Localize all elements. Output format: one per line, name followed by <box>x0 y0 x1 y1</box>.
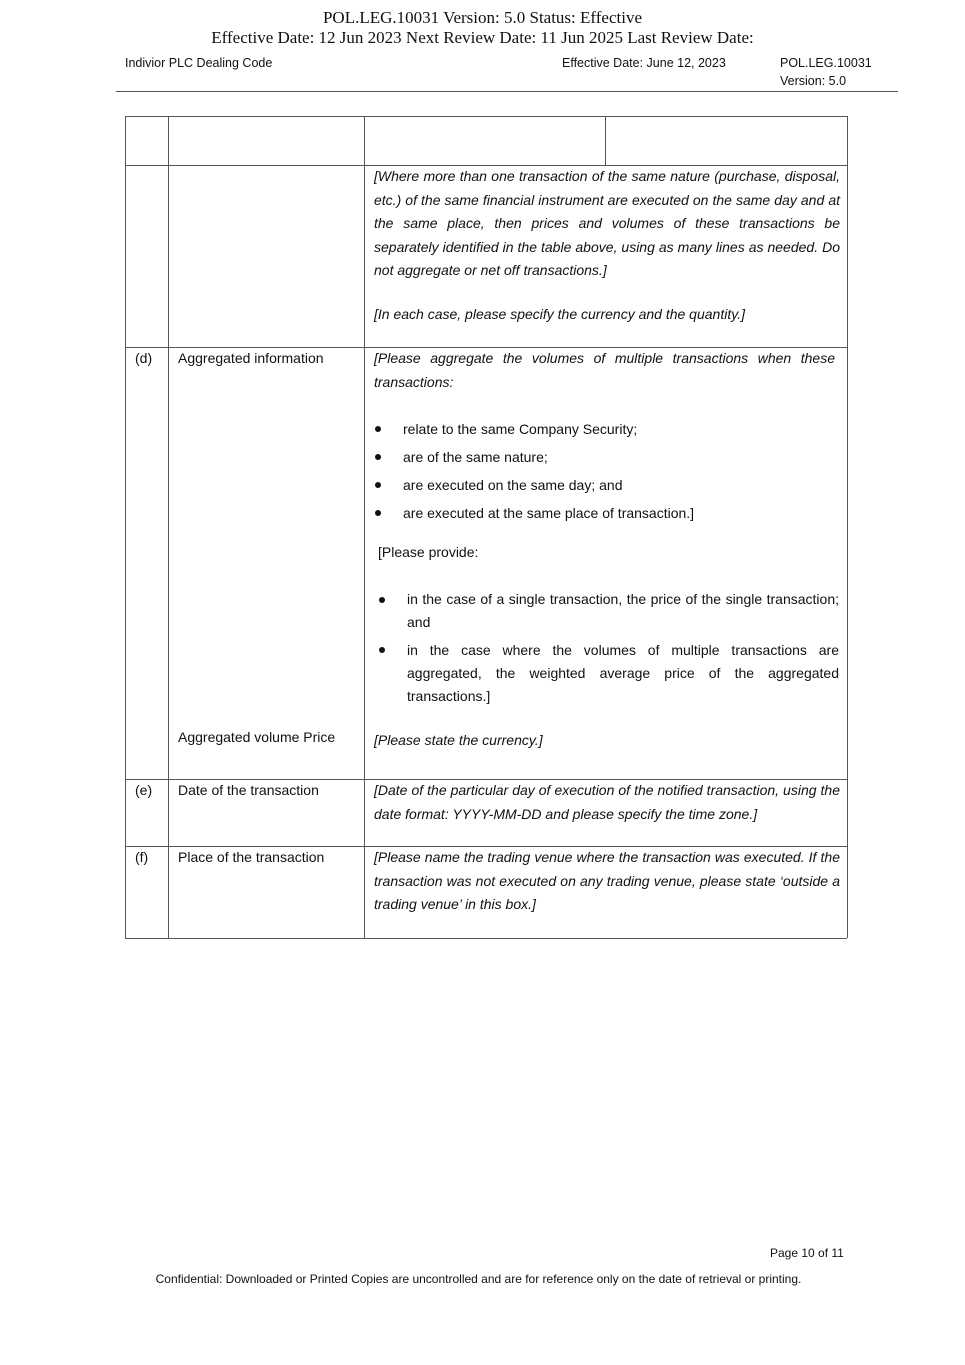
row-label-d: (d) <box>135 350 153 366</box>
list-item: are executed at the same place of transaction.] <box>403 505 695 521</box>
document-stamp-line-2: Effective Date: 12 Jun 2023 Next Review Date: 11 Jun 2025 Last Review Date: <box>211 28 754 47</box>
row-label-f: (f) <box>135 849 149 865</box>
row-title-date-of-transaction: Date of the transaction <box>178 782 319 798</box>
header-divider <box>116 91 898 92</box>
currency-note: [Please state the currency.] <box>374 732 543 748</box>
row-title-place-of-transaction: Place of the transaction <box>178 849 325 865</box>
currency-quantity-note: [In each case, please specify the currency and the quantity.] <box>374 306 745 322</box>
row-label-e: (e) <box>135 782 153 798</box>
row-subtitle-aggregated-volume-price: Aggregated volume Price <box>178 729 336 745</box>
header-doc-title: Indivior PLC Dealing Code <box>125 56 273 70</box>
list-item: in the case of a single transaction, the price of the single transaction; and <box>407 591 839 630</box>
row-title-aggregated-information: Aggregated information <box>178 350 324 366</box>
bullet-icon <box>375 510 381 516</box>
list-item: are of the same nature; <box>403 449 548 465</box>
bullet-icon <box>375 454 381 460</box>
please-provide-text: [Please provide: <box>378 544 479 560</box>
list-item: are executed on the same day; and <box>403 477 623 493</box>
aggregation-intro: [Please aggregate the volumes of multiple transactions when these transactions: <box>374 350 835 390</box>
list-item: in the case where the volumes of multiple transactions are aggregated, the weighted average price of the aggregated transactions.] <box>407 642 839 704</box>
transaction-note: [Where more than one transaction of the same nature (purchase, disposal, etc.) of the same financial instrument are executed on the same day and at the same place, then prices and volumes of these transactions be separately identified in the table above, using as many lines as needed. Do not aggregate or net off transactions.] <box>374 168 840 278</box>
place-instructions: [Please name the trading venue where the transaction was executed. If the transaction was not executed on any trading venue, please state ‘outside a trading venue’ in this box.] <box>374 849 840 912</box>
header-effective-date: Effective Date: June 12, 2023 <box>562 56 726 70</box>
bullet-icon <box>379 597 385 603</box>
header-doc-id: POL.LEG.10031 <box>780 56 872 70</box>
list-item: relate to the same Company Security; <box>403 421 638 437</box>
bullet-icon <box>375 482 381 488</box>
bullet-icon <box>379 647 385 653</box>
date-instructions: [Date of the particular day of execution of the notified transaction, using the date format: YYYY-MM-DD and please specify the time zone.] <box>374 782 840 822</box>
document-stamp-line-1: POL.LEG.10031 Version: 5.0 Status: Effective <box>322 8 643 27</box>
confidentiality-notice: Confidential: Downloaded or Printed Copies are uncontrolled and are for reference only on the date of retrieval or printing. <box>155 1272 802 1286</box>
bullet-icon <box>375 426 381 432</box>
page-number: Page 10 of 11 <box>770 1246 844 1260</box>
header-version: Version: 5.0 <box>780 74 847 88</box>
